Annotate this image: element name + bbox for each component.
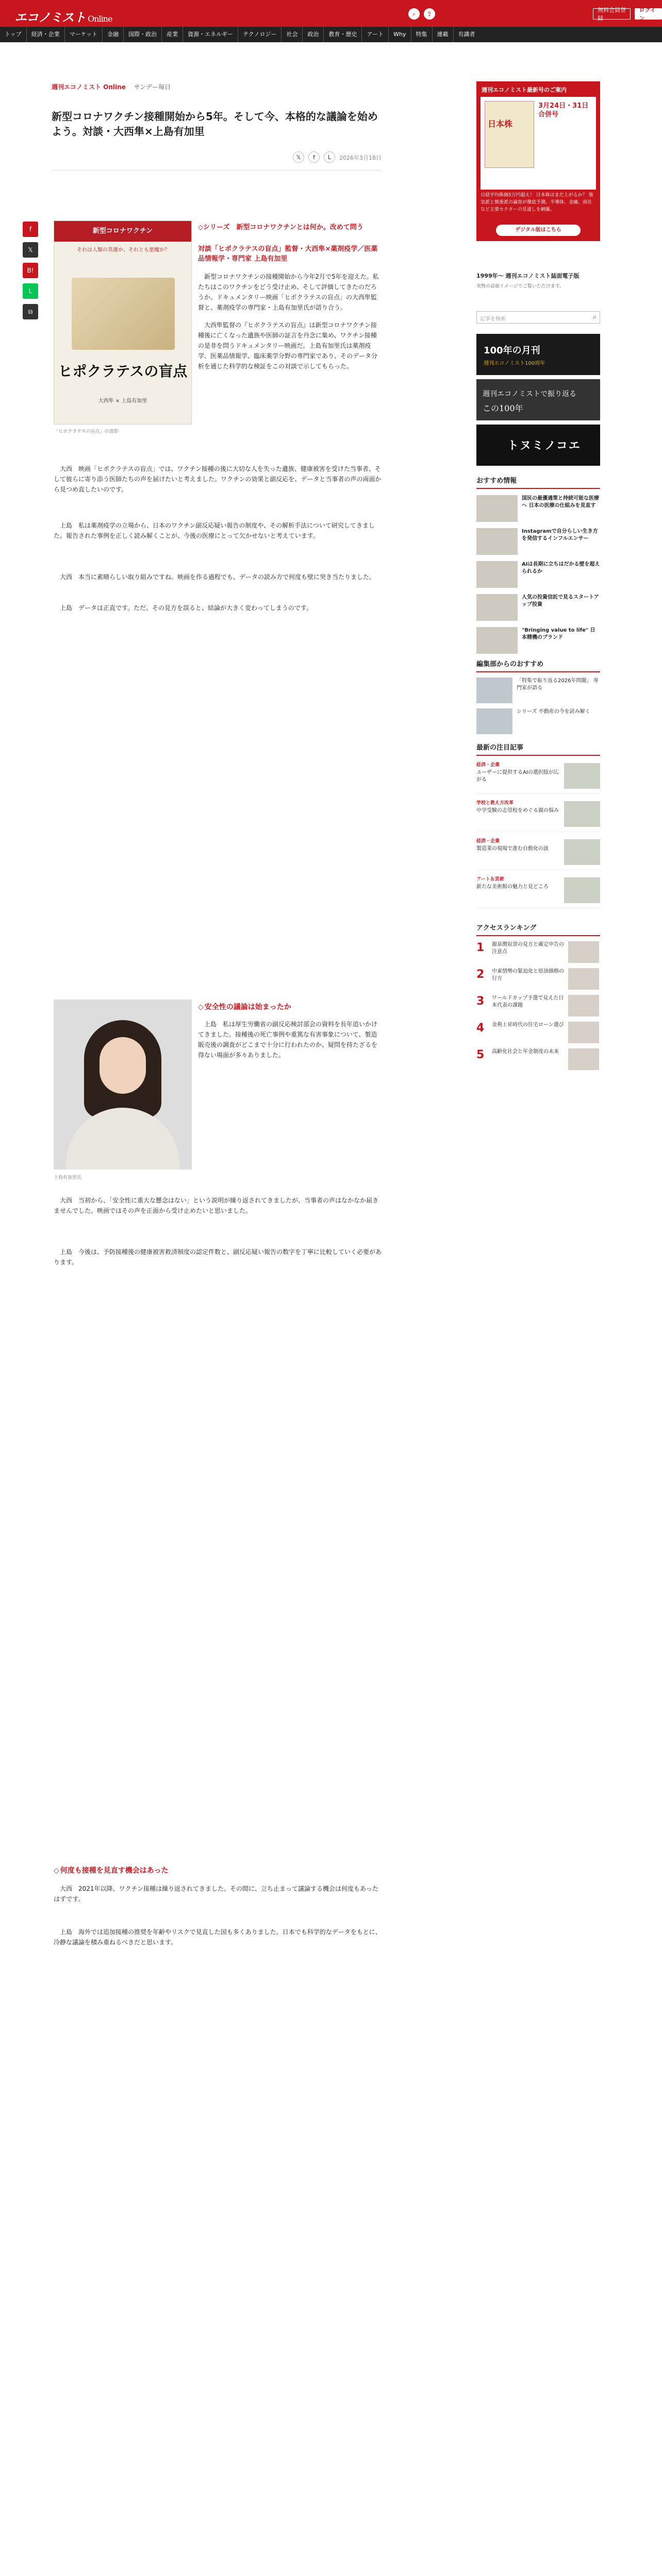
list-item-text: シリーズ 不動産の今を読み解く [517,709,590,715]
x-icon[interactable]: 𝕏 [23,242,38,258]
list-item-text: 「特集で振り返る2026年問題」 専門家が語る [517,678,599,691]
rank-number: 2 [476,968,485,981]
lead-series: ◇シリーズ 新型コロナワクチンとは何か。改めて問う [198,224,363,231]
history-banner[interactable]: 週刊エコノミストで振り返る この100年 [476,379,600,420]
category-label: 経済・企業 [476,762,500,768]
magazine-ad[interactable]: 週刊エコノミスト最新号のご案内 日本株 3月24日・31日合併号 日経平均株価5万円超え！ 日本株はまだ上がるか？ 強気派と慎重派の論客が徹底予測。半導体、金融、商社など主要セクターの見通しを網羅。 デジタル版はこちら [476,81,600,241]
category-label: 学校と教え方改革 [476,801,514,806]
article-title: 新型コロナワクチン接種開始から5年。そして今、本格的な議論を始めよう。対談・大西隼×上島有加里 [52,110,378,138]
list-item-text: AIは長期に立ちはだかる壁を超えられるか [522,562,600,574]
portrait-photo [54,999,192,1170]
list-item-text: Instagramで自分らしい生き方を発信するインフルエンサー [522,529,598,541]
paragraph: 上島 海外では追加接種の推奨を年齢やリスクで見直した国も多くありました。日本でも科学的なデータをもとに、冷静な議論を積み重ねるべきだと思います。 [54,1928,382,1946]
publish-date: 2026年3月18日 [339,155,382,161]
thumbnail [476,708,512,734]
list-item[interactable] [476,708,600,734]
thumbnail [476,627,518,654]
brand-link[interactable]: 週刊エコノミスト Online [52,83,126,91]
nav-item[interactable]: 経済・企業 [27,27,65,42]
nav-item[interactable]: Why [389,27,411,42]
ranking-item[interactable] [476,1022,600,1043]
share-row [52,150,382,164]
facebook-share-icon[interactable]: f [308,151,320,163]
category-label: アート＆芸術 [476,877,504,882]
nav-item[interactable]: テクノロジー [238,27,282,42]
thumbnail [568,995,599,1016]
ranking-item[interactable] [476,1048,600,1070]
paragraph: 上島 私は薬剤疫学の立場から、日本のワクチン副反応疑い報告の制度や、その解析手法について研究してきました。報告された事例を正しく読み解くことが、今後の医療にとって欠かせないと考えています。 [54,522,375,539]
paragraph: 大西隼監督の『ヒポクラテスの盲点』は新型コロナワクチン接種後に亡くなった遺族や医師の証言を丹念に集め、ワクチン接種の是非を問うドキュメンタリー映画だ。上島有加里氏は薬剤疫学、医薬品情報学、臨床薬学分野の専門家であり、そのデータ分析を通じた科学的な検証をこの対談で示してもらった。 [198,321,378,370]
digital-edition-button[interactable]: デジタル版はこちら [496,225,581,236]
thumbnail [476,594,518,621]
paragraph: 大西 本当に素晴らしい取り組みですね。映画を作る過程でも、データの読み方で何度も壁に突き当たりました。 [54,573,376,581]
paragraph: 大西 当初から、「安全性に重大な懸念はない」という説明が繰り返されてきましたが、当事者の声はなかなか届きませんでした。映画ではその声を正面から受け止めたいと思いました。 [54,1197,379,1214]
thumbnail [568,968,599,990]
hatena-icon[interactable]: B! [23,263,38,278]
divider [52,170,382,171]
section-heading: ◇ 何度も接種を見直す機会はあった [54,1865,169,1875]
nav-item[interactable]: 有識者 [458,31,475,38]
ranking-item[interactable] [476,968,600,990]
list-item[interactable] [476,528,600,555]
book-cover-image: 新型コロナワクチン それは人類の英雄か、それとも悪魔か？ ヒポクラテスの盲点 大西隼 × 上島有加里 [54,221,192,425]
thumbnail [476,677,512,703]
share-rail [23,222,40,319]
list-item[interactable] [476,677,600,703]
list-item[interactable] [476,561,600,588]
list-item[interactable] [476,837,600,870]
search-input[interactable]: 記事を検索 [480,316,506,322]
nav-item[interactable]: 政治 [303,27,324,42]
lead-text: 新型コロナワクチンの接種開始から今年2月で5年を迎えた。私たちはこのワクチンをどう受け止め、そして評価してきたのだろうか。ドキュメンタリー映画「ヒポクラテスの盲点」の大西隼監督と、薬剤疫学の専門家・上島有加里氏が語り合う。 [198,273,379,311]
search-icon[interactable]: ⌕ [408,8,420,20]
register-button[interactable]: 無料会員登録 [593,8,631,20]
section-heading: ◇ 安全性の議論は始まったか [198,1002,291,1012]
access-ranking: アクセスランキング 1 源泉徴収票の見方と確定申告の注意点 2 中東情勢の緊迫化と原油価格の行方 3 ワールドカップ予選で見えた日本代表の課題 4 金利上昇時代の住宅ローン選び 5 高齢化社会と年金制度の未来 [476,922,600,1070]
list-item-text: 高齢化社会と年金制度の未来 [492,1049,559,1055]
list-item-text: ワールドカップ予選で見えた日本代表の課題 [492,995,564,1008]
share-icon[interactable]: ⇪ [424,8,435,20]
thumbnail [568,1048,599,1070]
nav-item[interactable]: 連載 [433,27,454,42]
list-item[interactable] [476,627,600,654]
nav-item[interactable]: 社会 [282,27,303,42]
search-box[interactable] [476,311,600,324]
ranking-item[interactable] [476,941,600,963]
list-item-text: 金利上昇時代の住宅ローン選び [492,1022,564,1028]
list-item-text: 人気の投資信託で見るスタートアップ投資 [522,595,599,607]
ranking-item[interactable] [476,995,600,1016]
list-item-text: 中東情勢の緊迫化と原油価格の行方 [492,969,564,981]
main-nav [0,27,662,42]
list-item[interactable] [476,594,600,621]
list-item-text: 新たな美術館の魅力と見どころ [476,884,549,890]
list-item-text: 源泉徴収票の見方と確定申告の注意点 [492,942,564,955]
podcast-banner[interactable]: トヌミノコエ [476,425,600,466]
magazine-cover [485,101,534,168]
nav-item[interactable]: 特集 [411,27,433,42]
site-header [0,0,662,27]
list-item[interactable] [476,761,600,794]
paragraph: 大西 映画「ヒポクラテスの盲点」では、ワクチン接種の後に大切な人を失った遺族、健康被害を受けた当事者、そして彼らに寄り添う医師たちの声を届けたいと考えました。ワクチンの効果と副反応を、データと当事者の声の両面から見つめ直したいのです。 [54,465,382,493]
thumbnail [476,528,518,555]
login-button[interactable]: ログイン [635,8,662,20]
nav-item[interactable]: トップ [0,27,27,42]
nav-item[interactable]: 金融 [103,27,124,42]
cover-caption: 「ヒポクラテスの盲点」の書影 [54,429,119,434]
list-item-text: "Bringing value to life" 日本精機のブランド [522,628,595,640]
rank-number: 5 [476,1048,485,1061]
centennial-banner[interactable]: 100年の月刊 週刊エコノミスト100周年 [476,334,600,375]
thumbnail [476,561,518,588]
breadcrumb [52,82,171,91]
facebook-icon[interactable]: f [23,222,38,237]
series-link[interactable]: サンデー毎日 [134,83,171,91]
category-label: 経済・企業 [476,839,500,844]
latest-section: 最新の注目記事 経済・企業 ユーザーに提供するAIの選択肢が広がる 学校と教え方改革 中学受験の志望校をめぐる親の悩み 経済・企業 製造業の現場で進む自動化の波 アート＆芸術 新たな美術館の魅力と見どころ [476,742,600,908]
paragraph: 大西 2021年以降、ワクチン接種は繰り返されてきました。その間に、立ち止まって議論する機会は何度もあったはずです。 [54,1885,378,1903]
thumbnail [568,1022,599,1043]
list-item[interactable] [476,799,600,832]
cover-illustration [72,278,175,350]
editor-picks: 編集部からのおすすめ 「特集で振り返る2026年問題」 専門家が語る シリーズ 不動産の今を読み解く [476,658,600,734]
nav-item[interactable]: 国際・政治 [124,27,162,42]
list-item-text: 中学受験の志望校をめぐる親の悩み [476,808,559,814]
list-item-text: 製造業の現場で進む自動化の波 [476,846,549,852]
paragraph: 上島 私は厚生労働省の副反応検討部会の資料を長年追いかけてきました。接種後の死亡事例や重篤な有害事象について、製造販売後の調査がどこまで十分に行われたのか、疑問を持たざるを得ない場面が多々ありました。 [198,1021,378,1059]
rank-number: 4 [476,1022,485,1035]
rank-number: 3 [476,995,485,1008]
list-item[interactable] [476,875,600,908]
line-icon[interactable]: L [23,283,38,299]
article-lead [198,223,382,371]
thumbnail [564,801,600,827]
photo-caption: 上島有加里氏 [54,1175,82,1180]
thumbnail [564,839,600,865]
thumbnail [564,763,600,789]
archive-promo[interactable]: 1999年〜 週刊エコノミスト誌面電子版 実物の誌面イメージでご覧いただけます。 [476,273,580,289]
thumbnail [564,877,600,903]
paragraph: 上島 今後は、予防接種後の健康被害救済制度の認定件数と、副反応疑い報告の数字を丁寧に比較していく必要があります。 [54,1248,382,1266]
list-item-text: ユーザーに提供するAIの選択肢が広がる [476,770,559,783]
nav-item[interactable]: アート [362,27,389,42]
recommend-section: おすすめ情報 国民の最優遇策と持続可能な医療へ 日本の医療の仕組みを見直す Instagramで自分らしい生き方を発信するインフルエンサー AIは長期に立ちはだかる壁を超えられるか 人気の投資信託で見るスタートアップ投資 "Bringing value to life" 日本精機のブランド [476,475,600,654]
nav-item[interactable]: 産業 [162,27,183,42]
x-share-icon[interactable]: 𝕏 [293,151,304,163]
thumbnail [568,941,599,963]
nav-item[interactable]: 資源・エネルギー [183,27,238,42]
site-logo[interactable]: エコノミスト Online [14,10,112,25]
lead-book: 対談「ヒポクラテスの盲点」監督・大西隼×薬剤疫学／医薬品情報学・専門家 上島有加里 [198,245,378,263]
nav-item[interactable]: マーケット [65,27,103,42]
list-item[interactable] [476,495,600,522]
rank-number: 1 [476,941,485,954]
thumbnail [476,495,518,522]
copy-icon[interactable]: ⧉ [23,304,38,319]
line-share-icon[interactable]: L [324,151,335,163]
search-icon[interactable]: ⌕ [592,313,597,321]
list-item-text: 国民の最優遇策と持続可能な医療へ 日本の医療の仕組みを見直す [522,496,599,509]
nav-item[interactable]: 教育・歴史 [324,27,362,42]
paragraph: 上島 データは正直です。ただ、その見方を誤ると、結論が大きく変わってしまうのです。 [54,604,312,612]
